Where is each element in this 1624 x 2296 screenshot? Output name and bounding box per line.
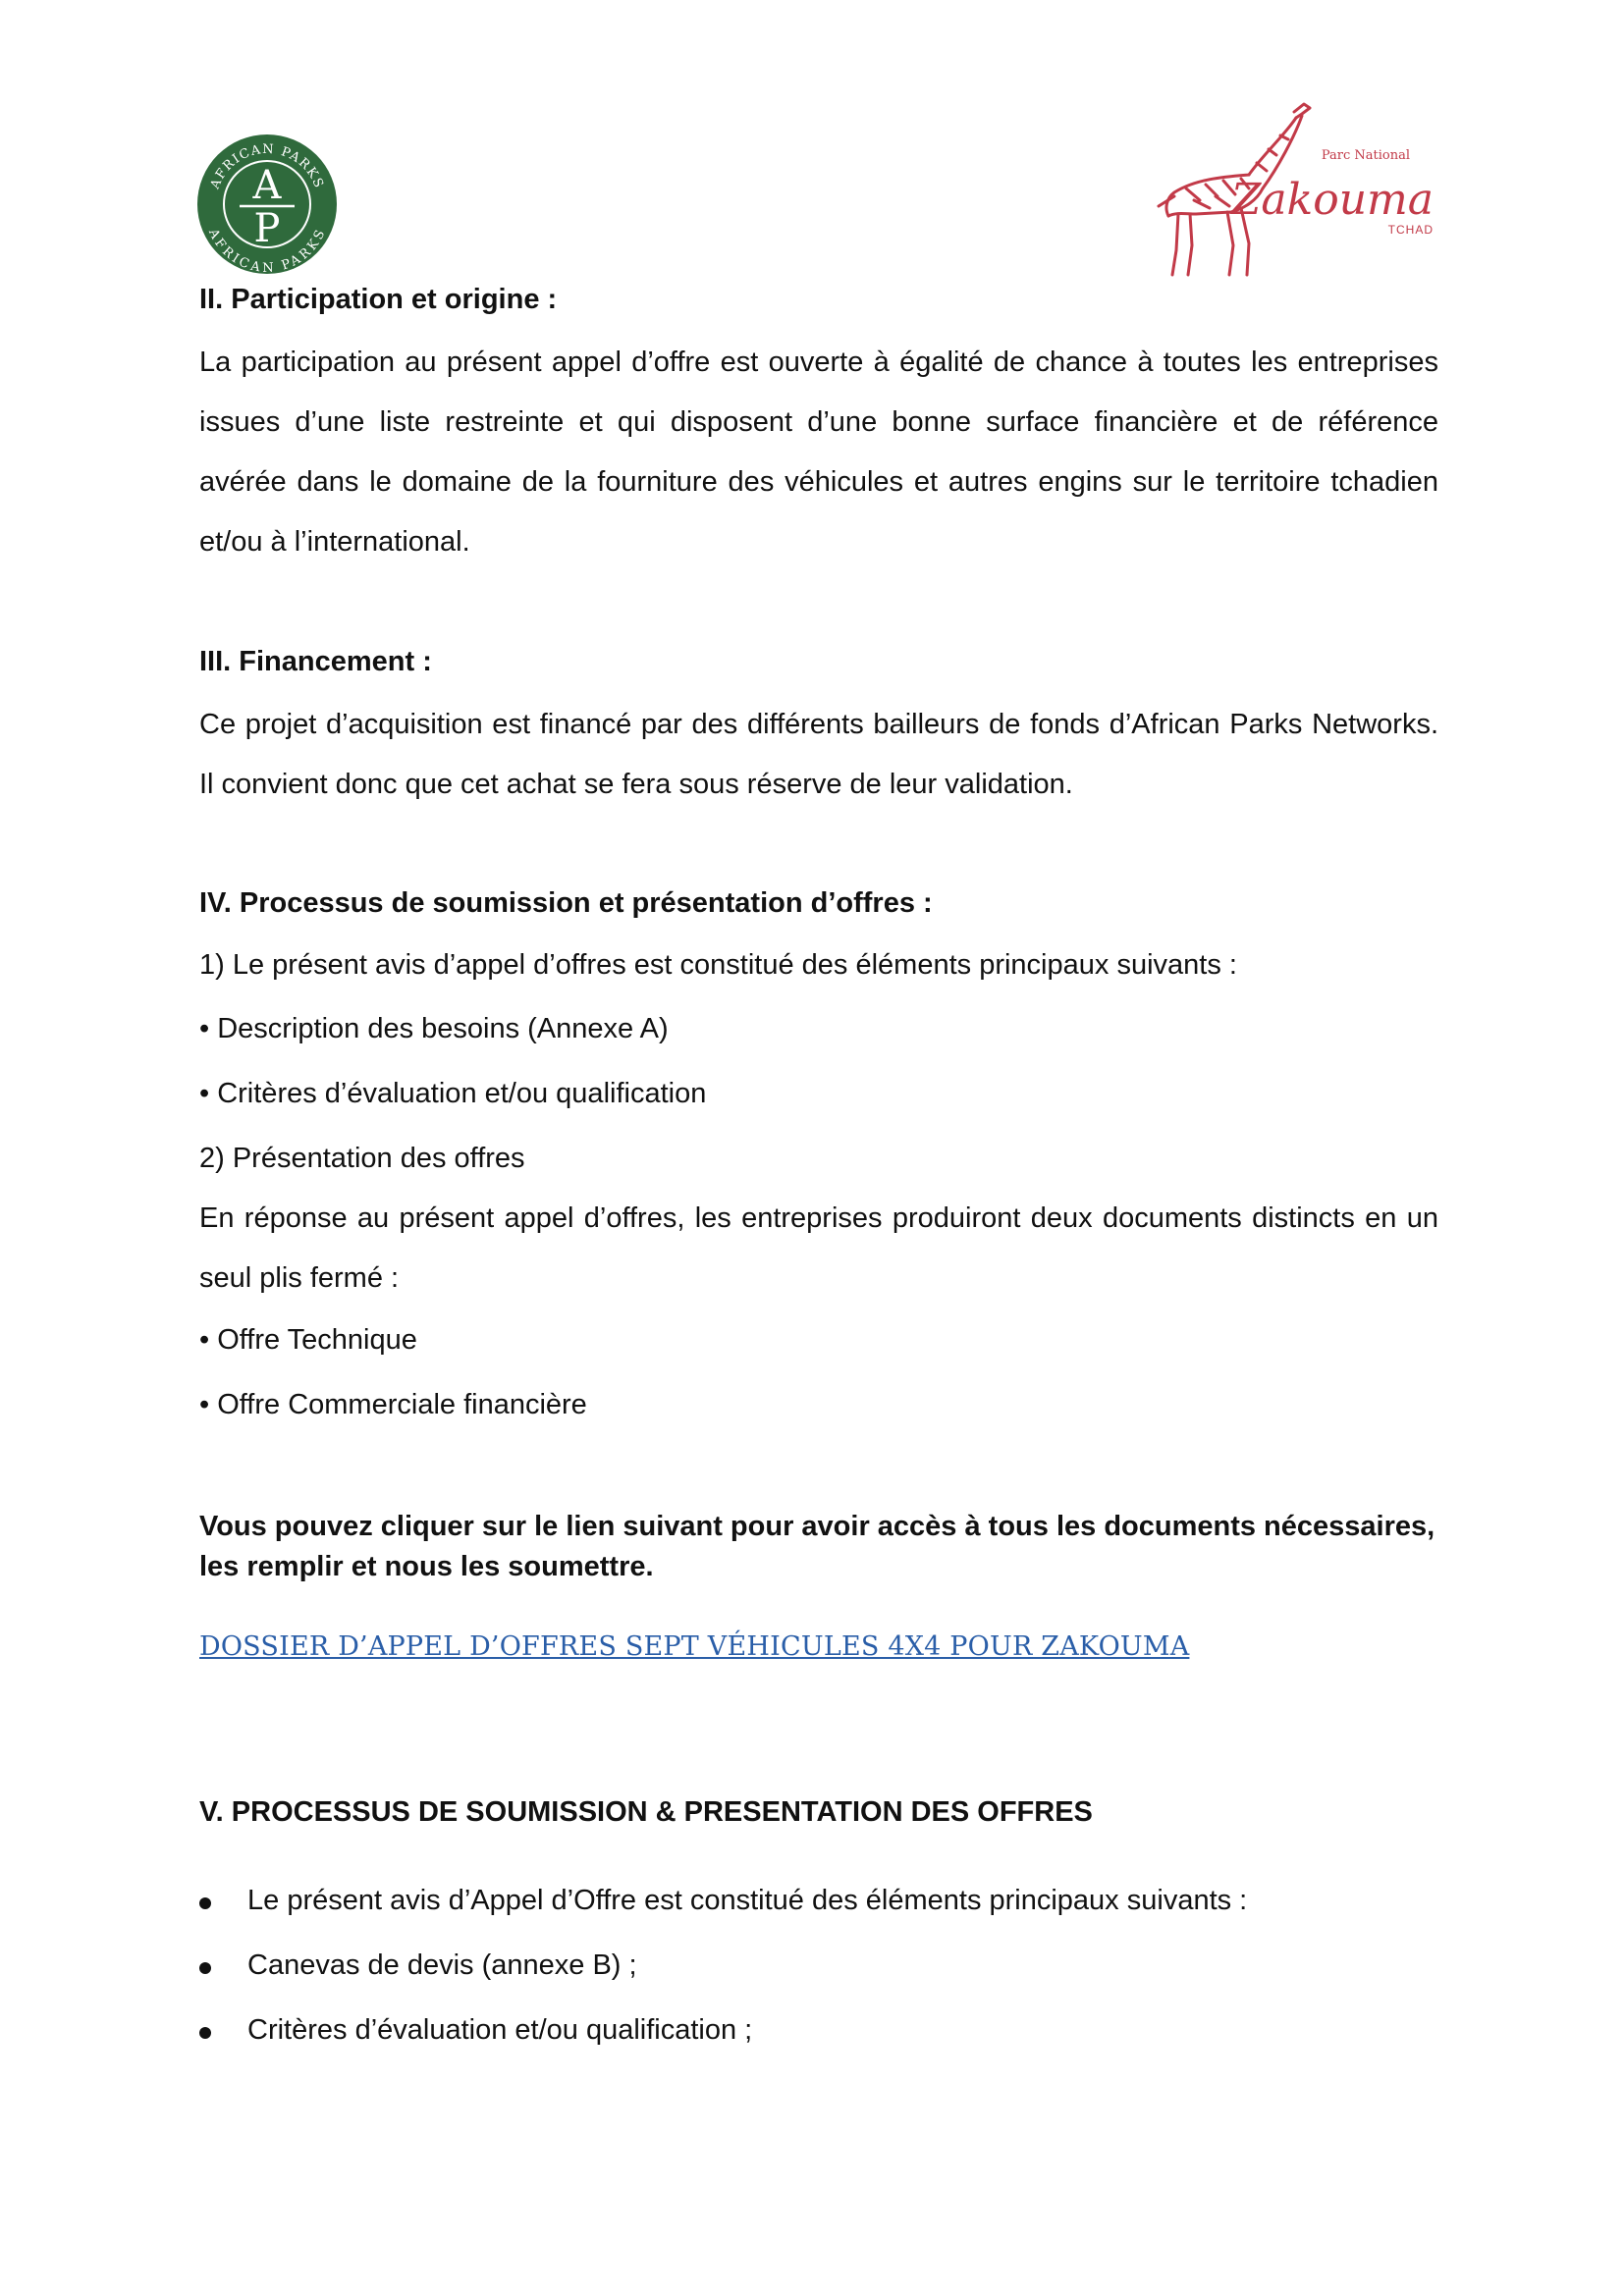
section-3-paragraph: Ce projet d’acquisition est financé par des différents bailleurs de fonds d’African Parks Networks. Il convient donc que cet achat se fera sous réserve de leur validation. [199,709,1438,800]
bullet-icon [199,1897,211,1909]
african-parks-logo [194,130,340,279]
tender-dossier-link[interactable]: DOSSIER D’APPEL D’OFFRES SEPT VÉHICULES 4X4 POUR ZAKOUMA [199,1631,1190,1662]
section-4-paragraph: En réponse au présent appel d’offres, les entreprises produiront deux documents distincts en un seul plis fermé : [199,1202,1438,1294]
documents-access-note: Vous pouvez cliquer sur le lien suivant pour avoir accès à tous les documents nécessaires, les remplir et nous les soumettre. [199,1511,1435,1582]
zakouma-logo [1147,98,1441,280]
list-item: • Critères d’évaluation et/ou qualification [199,1078,707,1109]
zakouma-country: TCHAD [1387,223,1434,237]
section-3-heading: III. Financement : [199,646,432,677]
section-5-heading: V. PROCESSUS DE SOUMISSION & PRESENTATION DES OFFRES [199,1796,1093,1828]
zakouma-parc-national: Parc National [1321,148,1410,163]
section-4-heading: IV. Processus de soumission et présentation d’offres : [199,887,933,919]
section-4-item-1: 1) Le présent avis d’appel d’offres est constitué des éléments principaux suivants : [199,949,1237,981]
list-item: Critères d’évaluation et/ou qualification ; [247,2014,753,2046]
ap-letter-a: A [252,163,282,208]
ap-ring-text-bottom: AFRICAN PARKS [205,226,329,276]
list-item: • Offre Technique [199,1324,417,1356]
list-item: • Offre Commerciale financière [199,1389,587,1420]
ap-ring-text-top: AFRICAN PARKS [207,141,327,191]
list-item: Canevas de devis (annexe B) ; [247,1949,637,1981]
list-item: Le présent avis d’Appel d’Offre est constitué des éléments principaux suivants : [247,1885,1248,1916]
bullet-icon [199,2027,211,2039]
ap-letter-p: P [253,206,281,251]
bullet-icon [199,1962,211,1974]
section-4-item-2: 2) Présentation des offres [199,1143,525,1174]
section-2-paragraph: La participation au présent appel d’offre est ouverte à égalité de chance à toutes les entreprises issues d’une liste restreinte et qui disposent d’une bonne surface financière et de référence avérée dans le domaine de la fourniture des véhicules et autres engins sur le territoire tchadien et/ou à l’international. [199,347,1438,558]
zakouma-name: Zakouma [1230,175,1434,225]
list-item: • Description des besoins (Annexe A) [199,1013,669,1044]
section-2-heading: II. Participation et origine : [199,284,558,315]
